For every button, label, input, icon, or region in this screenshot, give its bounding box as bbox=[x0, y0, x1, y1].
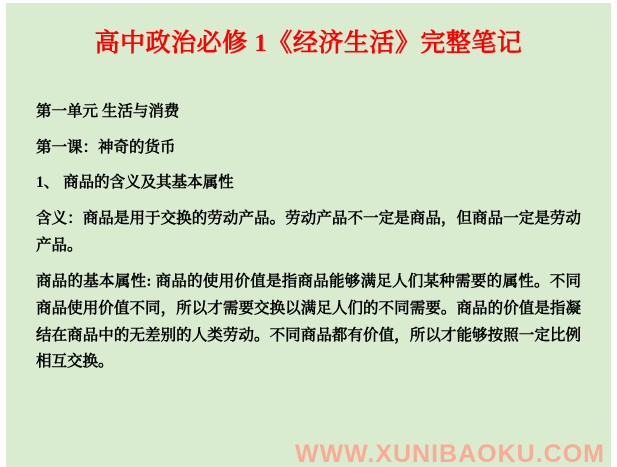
paragraph-definition: 含义：商品是用于交换的劳动产品。劳动产品不一定是商品，但商品一定是劳动产品。 bbox=[36, 209, 581, 254]
paragraph-basic-attributes: 商品的基本属性: 商品的使用价值是指商品能够满足人们某种需要的属性。不同商品使用价值不同，所以才需要交换以满足人们的不同需要。商品的价值是指凝结在商品中的无差别的人类劳动。不同商品都有价值，所以才能够按照一定比例相互交换。 bbox=[36, 273, 581, 371]
page-title: 高中政治必修 1《经济生活》完整笔记 bbox=[94, 30, 523, 57]
paragraph-section-heading: 1、 商品的含义及其基本属性 bbox=[36, 174, 234, 192]
watermark: WWW.XUNIBAOKU.COM bbox=[294, 440, 605, 467]
paragraph-unit-heading: 第一单元 生活与消费 bbox=[36, 103, 180, 120]
document-body bbox=[6, 99, 611, 376]
paragraph-lesson-heading: 第一课：神奇的货币 bbox=[36, 138, 176, 156]
